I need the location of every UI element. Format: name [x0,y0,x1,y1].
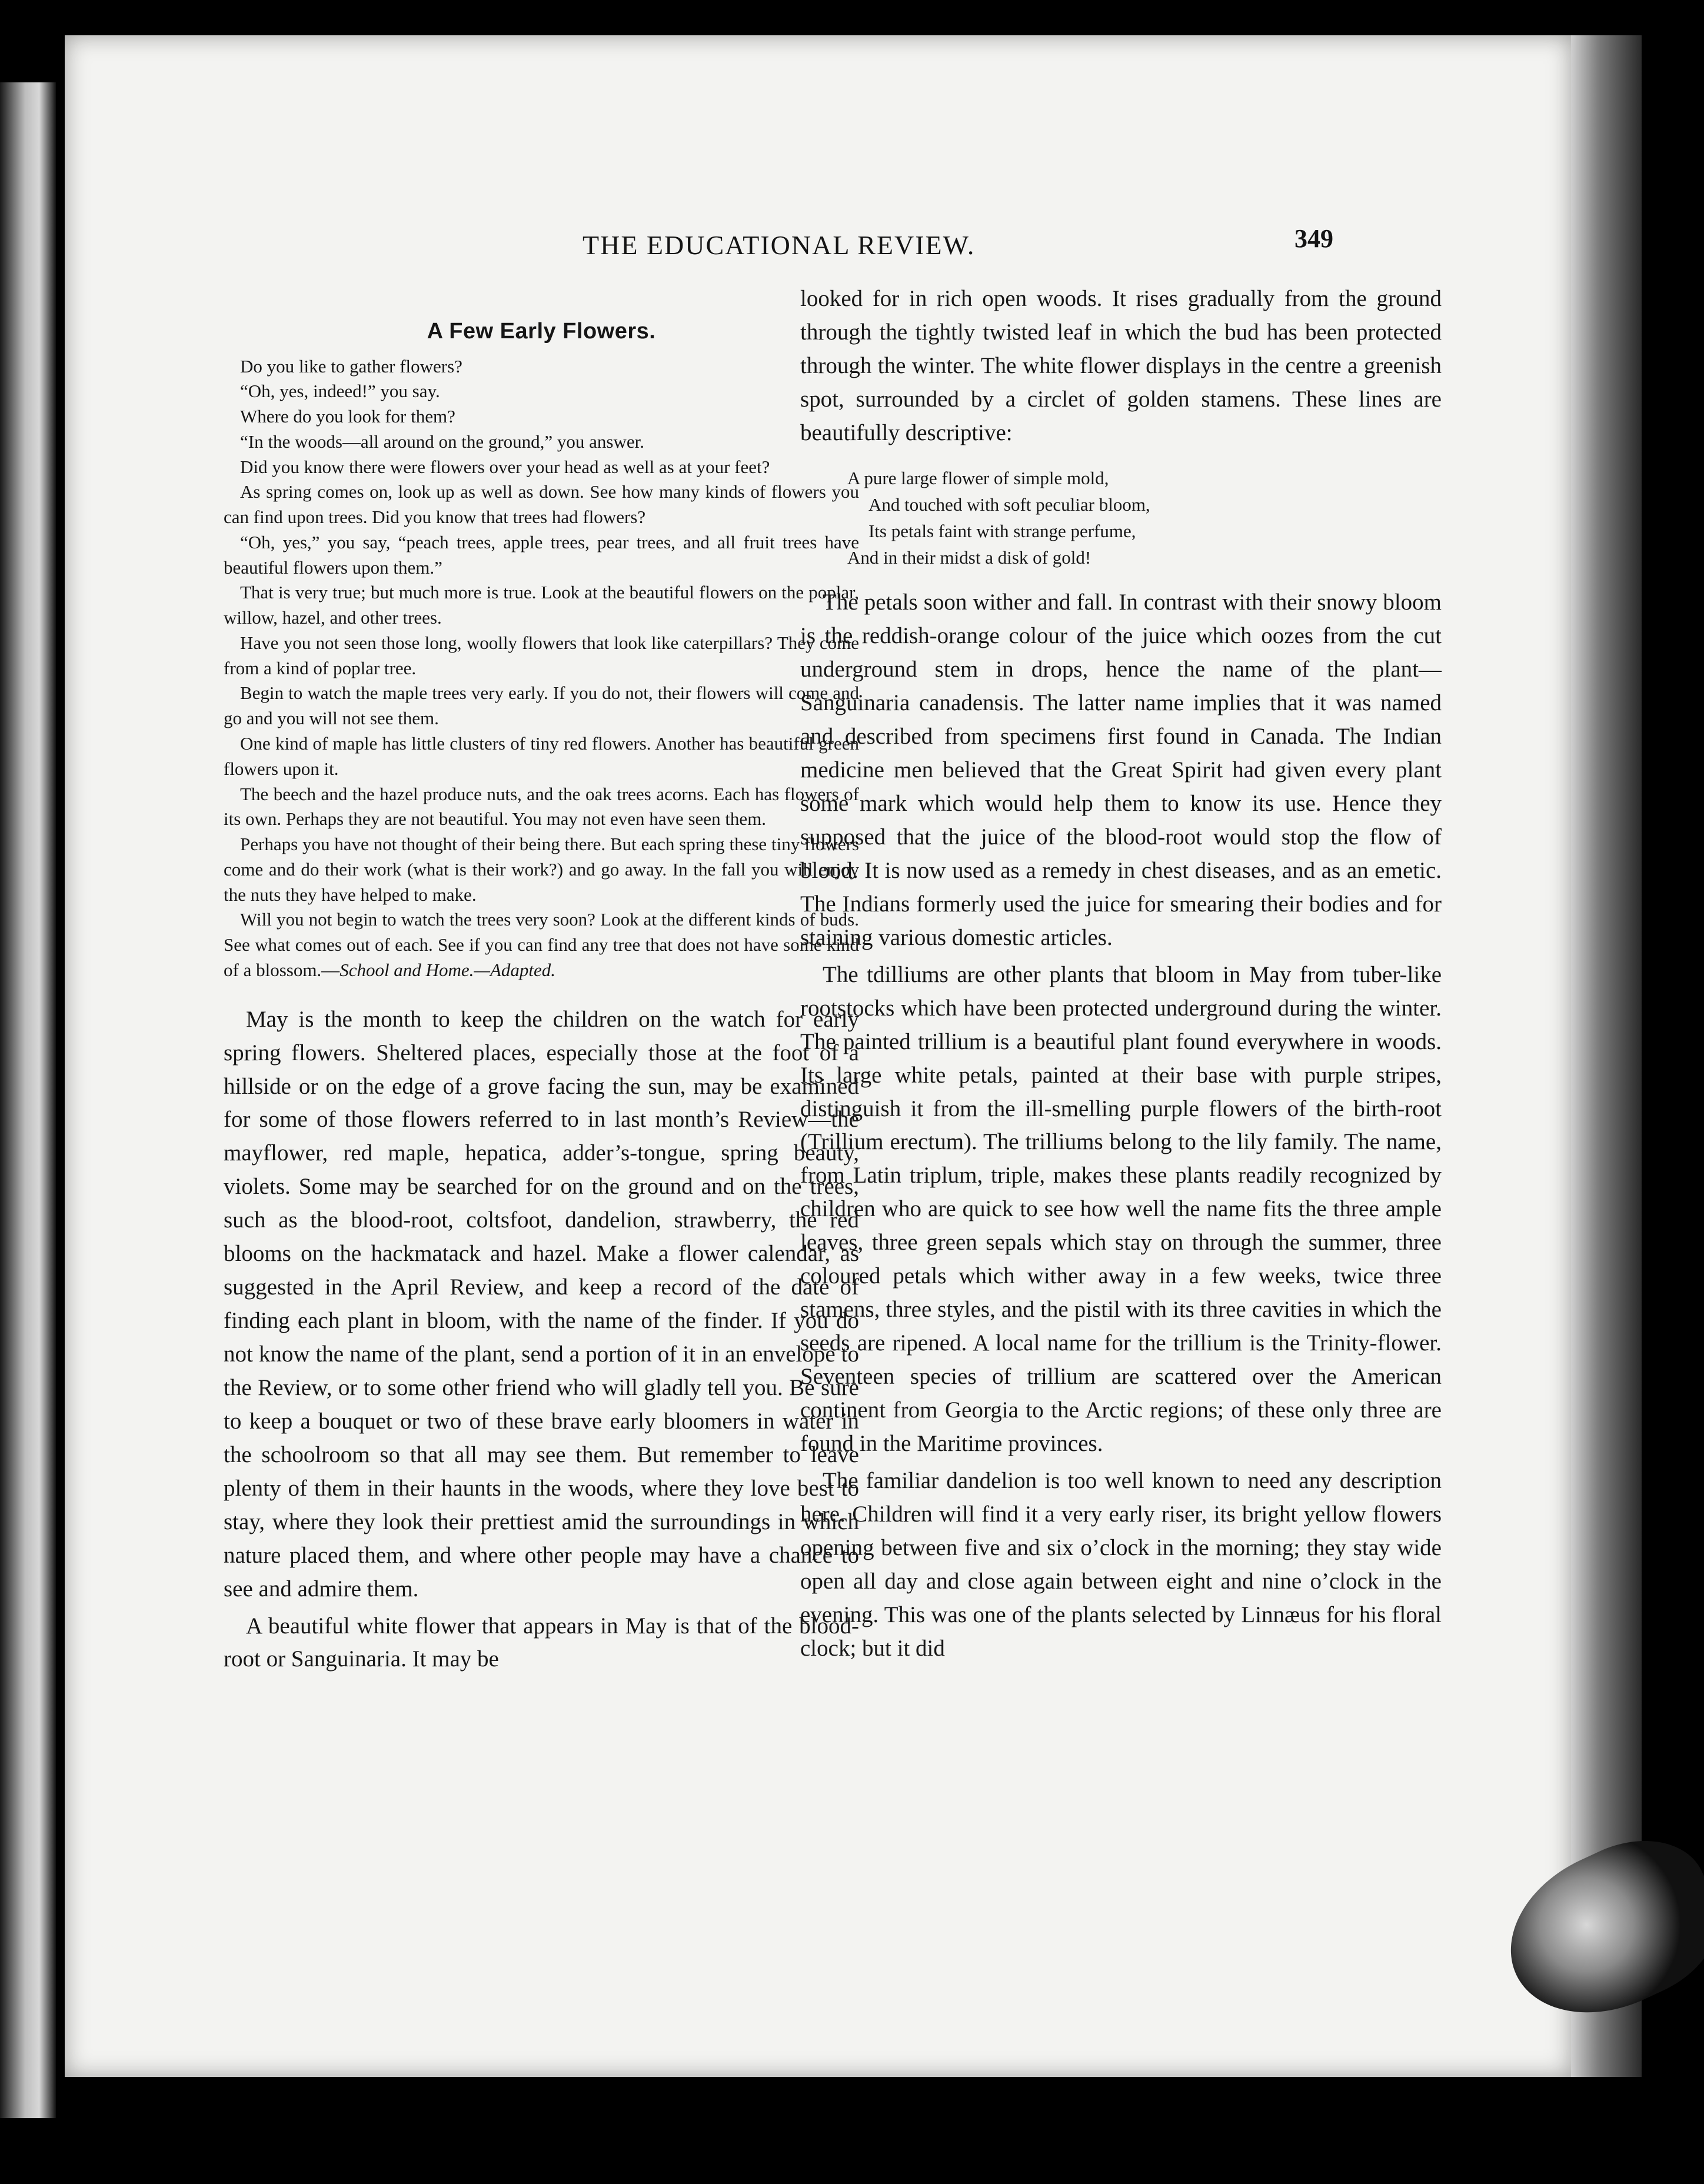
poem-line: A pure large flower of simple mold, [847,467,1109,488]
article-title: A Few Early Flowers. [427,319,656,344]
children-section [224,354,859,983]
left-column [224,318,859,1680]
paragraph: Did you know there were flowers over your head as well as at your feet? [240,456,770,477]
paragraph-with-credit [224,907,859,983]
paragraph: A beautiful white flower that appears in May is that of the blood-root or Sanguinaria. It may be [224,1613,859,1672]
paragraph: “Oh, yes, indeed!” you say. [240,381,440,402]
paragraph: That is very true; but much more is true. Look at the beautiful flowers on the poplar, willow, hazel, and other trees. [224,582,859,628]
left-body [224,1003,859,1677]
source-credit: School and Home.—Adapted. [340,959,555,980]
page-stack-edge [1571,35,1642,2077]
paragraph: looked for in rich open woods. It rises gradually from the ground through the tightly twisted leaf in which the bud has been protected through the winter. The white flower displays in the centre a greenish spot, surrounded by a circlet of golden stamens. These lines are beautifully descriptive: [800,286,1442,445]
right-body [800,586,1442,1665]
paragraph: The familiar dandelion is too well known to need any description here. Children will find it a very early riser, its bright yellow flowers opening between five and six o’clock in the morning; they stay wide open all day and close again between eight and nine o’clock in the evening. This was one of the plants selected by Linnæus for his floral clock; but it did [800,1467,1442,1661]
poem-line: And touched with soft peculiar bloom, [868,494,1150,515]
poem-line: And in their midst a disk of gold! [847,547,1091,568]
paragraph: One kind of maple has little clusters of tiny red flowers. Another has beautiful green flowers upon it. [224,733,859,779]
paragraph: Do you like to gather flowers? [240,355,462,377]
paragraph: Perhaps you have not thought of their being there. But each spring these tiny flowers come and do their work (what is their work?) and go away. In the fall you will enjoy the nuts they have helped to make. [224,834,859,905]
document-page [65,35,1571,2077]
page-header [65,224,1571,277]
paragraph: Where do you look for them? [240,406,455,427]
poem-line: Its petals faint with strange perfume, [868,520,1136,541]
paragraph: Have you not seen those long, woolly flowers that look like caterpillars? They come from a kind of poplar tree. [224,632,859,678]
poem [847,465,1442,571]
paragraph: The beech and the hazel produce nuts, and the oak trees acorns. Each has flowers of its own. Perhaps they are not beautiful. You may not even have seen them. [224,783,859,830]
facing-page-edge [0,82,56,2118]
paragraph: As spring comes on, look up as well as down. See how many kinds of flowers you can find upon trees. Did you know that trees had flowers? [224,481,859,528]
right-column [800,282,1442,1669]
paragraph: Begin to watch the maple trees very early. If you do not, their flowers will come and go and you will not see them. [224,682,859,729]
page-number: 349 [1294,224,1333,253]
paragraph: “In the woods—all around on the ground,” you answer. [240,431,645,452]
paragraph: The petals soon wither and fall. In contrast with their snowy bloom is the reddish-orange colour of the juice which oozes from the cut underground stem in drops, hence the name of the plant—Sanguinaria canadensis. The latter name implies that it was named and described from specimens first found in Canada. The Indian medicine men believed that the Great Spirit had given every plant some mark which would help them to know its use. Hence they supposed that the juice of the blood-root would stop the flow of blood. It is now used as a remedy in chest diseases, and as an emetic. The Indians formerly used the juice for smearing their bodies and for staining various domestic articles. [800,590,1442,950]
paragraph-text: Will you not begin to watch the trees very soon? Look at the different kinds of buds. See what comes out of each. See if you can find any tree that does not have some kind of a blossom.— [224,909,859,980]
paragraph: May is the month to keep the children on the watch for early spring flowers. Sheltered places, especially those at the foot of a hillside or on the edge of a grove facing the sun, may be examined for some of those flowers referred to in last month’s Review—the mayflower, red maple, hepatica, adder’s-tongue, spring beauty, violets. Some may be searched for on the ground and on the trees, such as the blood-root, coltsfoot, dandelion, strawberry, the red blooms on the hackmatack and hazel. Make a flower calendar, as suggested in the April Review, and keep a record of the date of finding each plant in bloom, with the name of the finder. If you do not know the name of the plant, send a portion of it in an envelope to the Review, or to some other friend who will gladly tell you. Be sure to keep a bouquet or two of these brave early bloomers in water in the schoolroom so that all may see them. But remember to leave plenty of them in their haunts in the woods, where they love best to stay, where they look their prettiest amid the surroundings in which nature placed them, and where other people may have a chance to see and admire them. [224,1006,859,1602]
running-title: THE EDUCATIONAL REVIEW. [583,230,976,260]
right-intro [800,282,1442,450]
paragraph: “Oh, yes,” you say, “peach trees, apple trees, pear trees, and all fruit trees have beautiful flowers upon them.” [224,531,859,578]
paragraph: The tdilliums are other plants that bloom in May from tuber-like rootstocks which have been protected underground during the winter. The painted trillium is a beautiful plant found everywhere in woods. Its large white petals, painted at their base with purple stripes, distinguish it from the ill-smelling purple flowers of the birth-root (Trillium erectum). The trilliums belong to the lily family. The name, from Latin triplum, triple, makes these plants readily recognized by children who are quick to see how well the name fits the three ample leaves, three green sepals which stay on through the summer, three coloured petals which wither away in a few weeks, twice three stamens, three styles, and the pistil with its three cavities in which the seeds are ripened. A local name for the trillium is the Trinity-flower. Seventeen species of trillium are scattered over the American continent from Georgia to the Arctic regions; of these only three are found in the Maritime provinces. [800,961,1442,1456]
